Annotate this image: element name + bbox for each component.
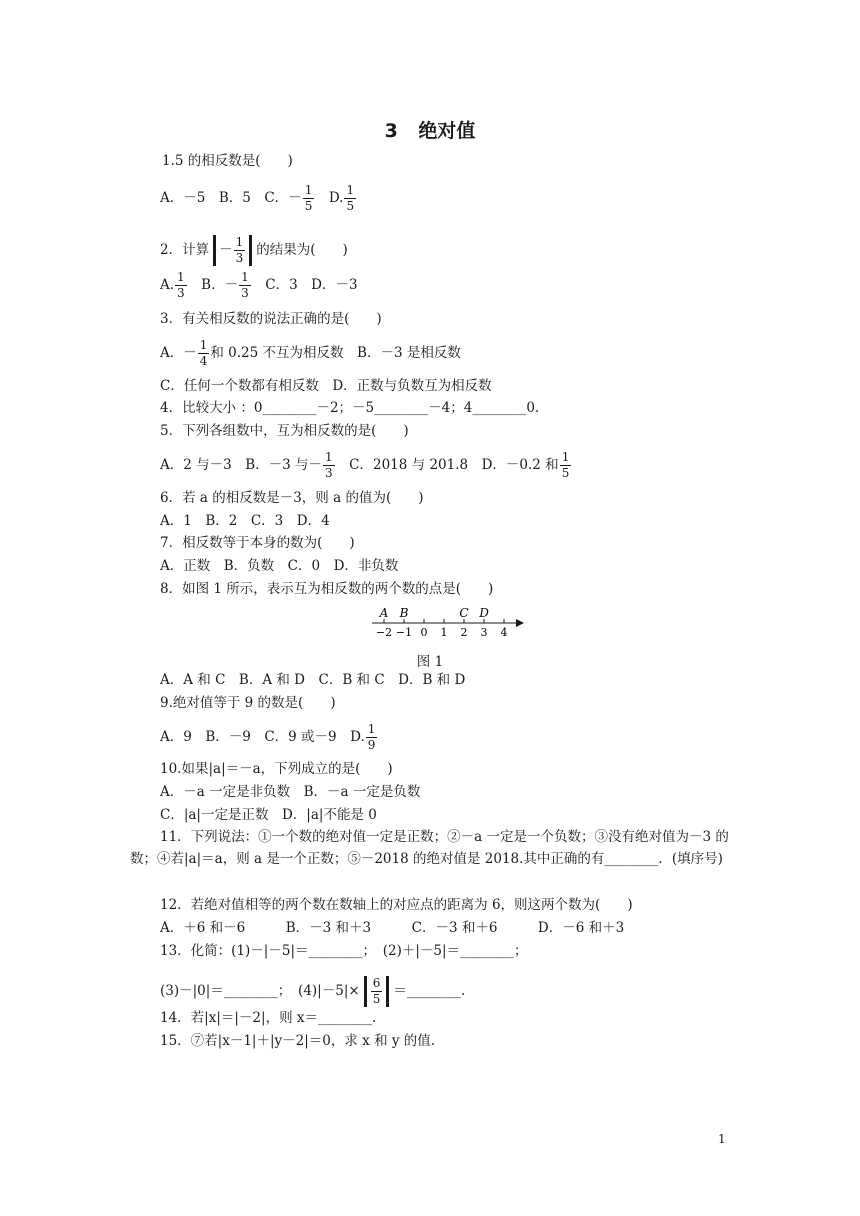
q10-stem: 10.如果|a|＝－a，下列成立的是( )	[160, 761, 393, 777]
tick-label: 4	[500, 626, 508, 639]
tick-label: 1	[440, 626, 448, 639]
fraction: $\frac{1}{3}$	[177, 270, 185, 300]
point-label: A	[379, 606, 389, 620]
tick-label: 3	[480, 626, 488, 639]
q2-options: A. $\frac{1}{3}$ B．－ $\frac{1}{3}$ C．3 D．－3	[160, 270, 358, 300]
q4-stem: 4．比较大小 ：0________－2；－5________－4；4________0.	[160, 400, 540, 416]
figure-caption: 图 1	[416, 654, 444, 670]
tick-label: 2	[460, 626, 468, 639]
q3-options-cd: C．任何一个数都有相反数 D．正数与负数互为相反数	[160, 378, 492, 394]
q5-options: A．2 与－3 B．－3 与－ $\frac{1}{3}$ C．2018 与 201.8 D．－0.2 和 $\frac{1}{5}$	[160, 450, 570, 480]
q13-line1: 13．化简：(1)－|－5|＝________； (2)＋|－5|＝________；	[160, 943, 528, 959]
page-title: 3 绝对值	[384, 120, 476, 142]
q13-line2: (3)－|0|＝________； (4)|－5|× $\frac{6}{5}$ ＝________.	[160, 976, 466, 1006]
fraction: $\frac{1}{3}$	[241, 270, 249, 300]
q3-stem: 3．有关相反数的说法正确的是( )	[160, 311, 382, 327]
q8-stem: 8．如图 1 所示，表示互为相反数的两个数的点是( )	[160, 581, 494, 597]
point-label: C	[459, 606, 469, 620]
q6-stem: 6．若 a 的相反数是－3，则 a 的值为( )	[160, 490, 424, 506]
fraction: $\frac{1}{4}$	[199, 338, 208, 368]
q5-stem: 5．下列各组数中，互为相反数的是( )	[160, 423, 409, 439]
q2-stem: 2．计算 － $\frac{1}{3}$ 的结果为( )	[160, 235, 348, 265]
fraction: $\frac{1}{5}$	[346, 183, 355, 213]
q10-options-ab: A．－a 一定是非负数 B．－a 一定是负数	[160, 784, 421, 800]
fraction: $\frac{1}{3}$	[235, 235, 244, 265]
q6-options: A．1 B．2 C．3 D．4	[160, 513, 330, 529]
q9-options: A．9 B．－9 C．9 或－9 D. $\frac{1}{9}$	[160, 722, 376, 752]
point-label: D	[479, 606, 489, 620]
q1-options: A．－5 B．5 C．－ $\frac{1}{5}$ D. $\frac{1}{5}$	[160, 183, 355, 213]
absolute-value-bars	[364, 976, 390, 1007]
q7-options: A．正数 B．负数 C．0 D．非负数	[160, 558, 399, 574]
fraction: $\frac{6}{5}$	[372, 976, 381, 1006]
point-label: B	[399, 606, 409, 620]
absolute-value-bars: － $\frac{1}{3}$	[213, 235, 252, 266]
number-line-arrow	[516, 619, 524, 627]
q8-options: A．A 和 C B．A 和 D C．B 和 C D．B 和 D	[160, 672, 466, 688]
fraction: $\frac{1}{5}$	[304, 183, 313, 213]
tick-label: 0	[420, 626, 428, 639]
q14-stem: 14．若|x|＝|－2|，则 x＝________.	[160, 1010, 377, 1026]
fraction: $\frac{1}{9}$	[367, 722, 376, 752]
q10-options-cd: C．|a|一定是正数 D．|a|不能是 0	[160, 807, 377, 823]
q11-stem: 11．下列说法：①一个数的绝对值一定是正数；②－a 一定是一个负数；③没有绝对值为－3 的数；④若|a|＝a，则 a 是一个正数；⑤－2018 的绝对值是 2018.其中正确的有________．(填序号)	[130, 829, 729, 867]
fraction: $\frac{1}{3}$	[325, 450, 333, 480]
fraction: $\frac{1}{5}$	[561, 450, 570, 480]
q3-options-ab: A．－ $\frac{1}{4}$ 和 0.25 不互为相反数 B．－3 是相反数	[160, 338, 461, 368]
q1-stem: 1.5 的相反数是( )	[162, 153, 293, 169]
q12-stem: 12．若绝对值相等的两个数在数轴上的对应点的距离为 6，则这两个数为( )	[160, 897, 633, 913]
tick-label: −2	[375, 626, 393, 639]
number-line-figure	[366, 604, 526, 644]
q7-stem: 7．相反数等于本身的数为( )	[160, 535, 355, 551]
page-number: 1	[718, 1132, 726, 1146]
tick-label: −1	[395, 626, 413, 639]
q12-options: A．＋6 和－6 B．－3 和＋3 C．－3 和＋6 D．－6 和＋3	[160, 920, 625, 936]
q9-stem: 9.绝对值等于 9 的数是( )	[160, 695, 336, 711]
q15-stem: 15．⑦若|x－1|＋|y－2|＝0，求 x 和 y 的值.	[160, 1033, 436, 1049]
